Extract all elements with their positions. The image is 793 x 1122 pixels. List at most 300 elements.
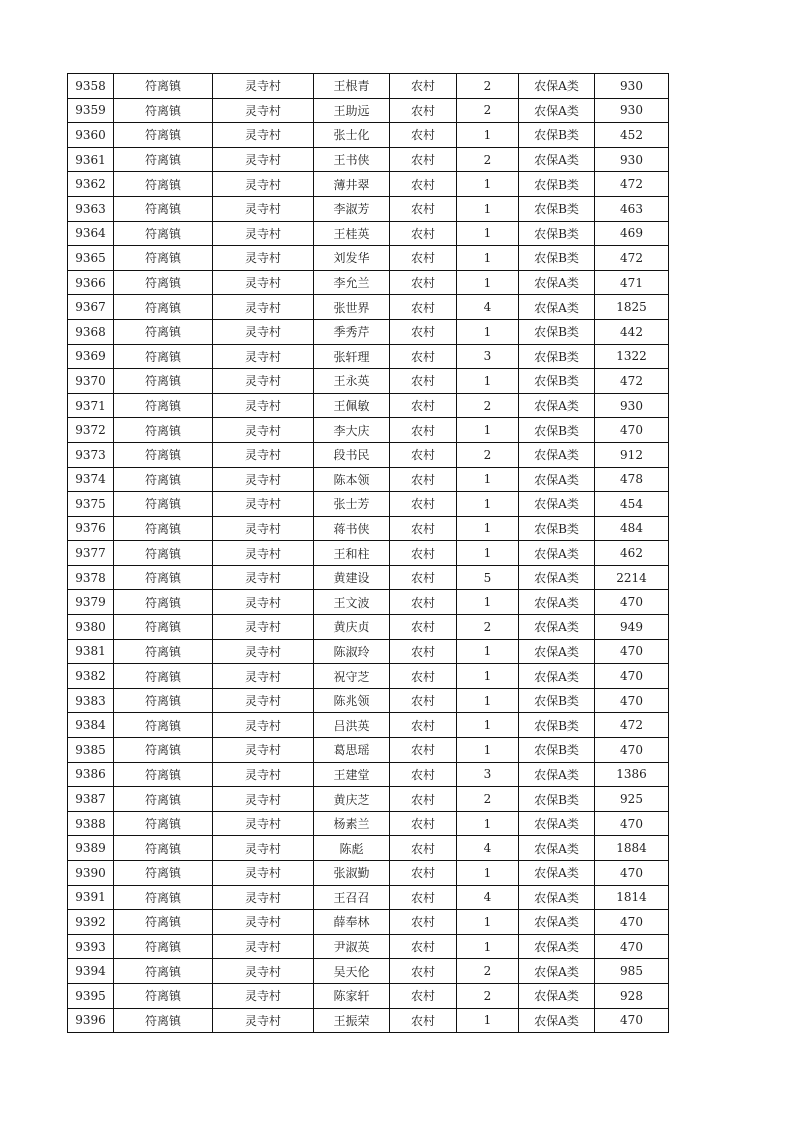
household-type-cell: 农村 bbox=[390, 983, 457, 1008]
member-count-cell: 1 bbox=[457, 664, 519, 689]
member-count-cell: 1 bbox=[457, 688, 519, 713]
town-cell: 符离镇 bbox=[114, 910, 213, 935]
household-type-cell: 农村 bbox=[390, 811, 457, 836]
amount-cell: 470 bbox=[595, 590, 669, 615]
name-cell: 王根青 bbox=[314, 74, 390, 99]
town-cell: 符离镇 bbox=[114, 393, 213, 418]
member-count-cell: 1 bbox=[457, 246, 519, 271]
household-type-cell: 农村 bbox=[390, 738, 457, 763]
table-row bbox=[68, 516, 669, 541]
name-cell: 王建堂 bbox=[314, 762, 390, 787]
village-cell: 灵寺村 bbox=[213, 615, 314, 640]
member-count-cell: 4 bbox=[457, 836, 519, 861]
town-cell: 符离镇 bbox=[114, 541, 213, 566]
row-number-cell: 9394 bbox=[68, 959, 114, 984]
row-number-cell: 9377 bbox=[68, 541, 114, 566]
household-type-cell: 农村 bbox=[390, 74, 457, 99]
name-cell: 葛思瑶 bbox=[314, 738, 390, 763]
amount-cell: 1884 bbox=[595, 836, 669, 861]
row-number-cell: 9360 bbox=[68, 123, 114, 148]
name-cell: 陈彪 bbox=[314, 836, 390, 861]
amount-cell: 928 bbox=[595, 983, 669, 1008]
table-row bbox=[68, 147, 669, 172]
member-count-cell: 1 bbox=[457, 369, 519, 394]
insurance-category-cell: 农保A类 bbox=[519, 98, 595, 123]
table-row bbox=[68, 541, 669, 566]
amount-cell: 470 bbox=[595, 738, 669, 763]
insurance-category-cell: 农保A类 bbox=[519, 639, 595, 664]
row-number-cell: 9375 bbox=[68, 492, 114, 517]
amount-cell: 1825 bbox=[595, 295, 669, 320]
household-type-cell: 农村 bbox=[390, 467, 457, 492]
member-count-cell: 5 bbox=[457, 565, 519, 590]
household-type-cell: 农村 bbox=[390, 516, 457, 541]
name-cell: 吕洪英 bbox=[314, 713, 390, 738]
table-row bbox=[68, 418, 669, 443]
table-row bbox=[68, 910, 669, 935]
row-number-cell: 9381 bbox=[68, 639, 114, 664]
row-number-cell: 9358 bbox=[68, 74, 114, 99]
name-cell: 张轩理 bbox=[314, 344, 390, 369]
row-number-cell: 9372 bbox=[68, 418, 114, 443]
village-cell: 灵寺村 bbox=[213, 74, 314, 99]
village-cell: 灵寺村 bbox=[213, 590, 314, 615]
town-cell: 符离镇 bbox=[114, 246, 213, 271]
amount-cell: 484 bbox=[595, 516, 669, 541]
insurance-category-cell: 农保B类 bbox=[519, 196, 595, 221]
row-number-cell: 9391 bbox=[68, 885, 114, 910]
name-cell: 薄井翠 bbox=[314, 172, 390, 197]
insurance-category-cell: 农保A类 bbox=[519, 615, 595, 640]
amount-cell: 463 bbox=[595, 196, 669, 221]
table-row bbox=[68, 319, 669, 344]
amount-cell: 949 bbox=[595, 615, 669, 640]
amount-cell: 930 bbox=[595, 147, 669, 172]
member-count-cell: 2 bbox=[457, 393, 519, 418]
town-cell: 符离镇 bbox=[114, 688, 213, 713]
table-row bbox=[68, 983, 669, 1008]
town-cell: 符离镇 bbox=[114, 1008, 213, 1033]
table-row bbox=[68, 713, 669, 738]
town-cell: 符离镇 bbox=[114, 639, 213, 664]
table-row bbox=[68, 565, 669, 590]
amount-cell: 470 bbox=[595, 861, 669, 886]
town-cell: 符离镇 bbox=[114, 196, 213, 221]
insurance-category-cell: 农保B类 bbox=[519, 713, 595, 738]
row-number-cell: 9365 bbox=[68, 246, 114, 271]
insurance-category-cell: 农保A类 bbox=[519, 910, 595, 935]
table-row bbox=[68, 344, 669, 369]
table-row bbox=[68, 762, 669, 787]
member-count-cell: 1 bbox=[457, 541, 519, 566]
household-type-cell: 农村 bbox=[390, 172, 457, 197]
amount-cell: 470 bbox=[595, 934, 669, 959]
amount-cell: 912 bbox=[595, 442, 669, 467]
row-number-cell: 9371 bbox=[68, 393, 114, 418]
table-row bbox=[68, 172, 669, 197]
village-cell: 灵寺村 bbox=[213, 344, 314, 369]
household-type-cell: 农村 bbox=[390, 295, 457, 320]
insurance-category-cell: 农保A类 bbox=[519, 885, 595, 910]
amount-cell: 472 bbox=[595, 713, 669, 738]
row-number-cell: 9382 bbox=[68, 664, 114, 689]
insurance-category-cell: 农保A类 bbox=[519, 147, 595, 172]
town-cell: 符离镇 bbox=[114, 295, 213, 320]
table-row bbox=[68, 123, 669, 148]
name-cell: 陈家轩 bbox=[314, 983, 390, 1008]
name-cell: 王佩敏 bbox=[314, 393, 390, 418]
name-cell: 张淑勤 bbox=[314, 861, 390, 886]
amount-cell: 478 bbox=[595, 467, 669, 492]
insurance-category-cell: 农保A类 bbox=[519, 270, 595, 295]
amount-cell: 1386 bbox=[595, 762, 669, 787]
town-cell: 符离镇 bbox=[114, 590, 213, 615]
village-cell: 灵寺村 bbox=[213, 787, 314, 812]
village-cell: 灵寺村 bbox=[213, 467, 314, 492]
table-row bbox=[68, 270, 669, 295]
village-cell: 灵寺村 bbox=[213, 123, 314, 148]
member-count-cell: 1 bbox=[457, 172, 519, 197]
row-number-cell: 9386 bbox=[68, 762, 114, 787]
village-cell: 灵寺村 bbox=[213, 738, 314, 763]
row-number-cell: 9359 bbox=[68, 98, 114, 123]
village-cell: 灵寺村 bbox=[213, 270, 314, 295]
village-cell: 灵寺村 bbox=[213, 565, 314, 590]
member-count-cell: 1 bbox=[457, 639, 519, 664]
table-row bbox=[68, 442, 669, 467]
table-body bbox=[68, 74, 669, 1033]
member-count-cell: 2 bbox=[457, 74, 519, 99]
table-row bbox=[68, 934, 669, 959]
household-type-cell: 农村 bbox=[390, 565, 457, 590]
table-row bbox=[68, 959, 669, 984]
table-row bbox=[68, 738, 669, 763]
village-cell: 灵寺村 bbox=[213, 369, 314, 394]
table-row bbox=[68, 885, 669, 910]
insurance-category-cell: 农保A类 bbox=[519, 393, 595, 418]
village-cell: 灵寺村 bbox=[213, 442, 314, 467]
village-cell: 灵寺村 bbox=[213, 246, 314, 271]
village-cell: 灵寺村 bbox=[213, 934, 314, 959]
name-cell: 黄建设 bbox=[314, 565, 390, 590]
village-cell: 灵寺村 bbox=[213, 983, 314, 1008]
name-cell: 王振荣 bbox=[314, 1008, 390, 1033]
member-count-cell: 2 bbox=[457, 147, 519, 172]
village-cell: 灵寺村 bbox=[213, 221, 314, 246]
village-cell: 灵寺村 bbox=[213, 688, 314, 713]
town-cell: 符离镇 bbox=[114, 147, 213, 172]
row-number-cell: 9392 bbox=[68, 910, 114, 935]
village-cell: 灵寺村 bbox=[213, 98, 314, 123]
row-number-cell: 9393 bbox=[68, 934, 114, 959]
records-table bbox=[67, 73, 669, 1033]
name-cell: 陈淑玲 bbox=[314, 639, 390, 664]
town-cell: 符离镇 bbox=[114, 885, 213, 910]
household-type-cell: 农村 bbox=[390, 688, 457, 713]
row-number-cell: 9364 bbox=[68, 221, 114, 246]
insurance-category-cell: 农保B类 bbox=[519, 344, 595, 369]
amount-cell: 470 bbox=[595, 639, 669, 664]
member-count-cell: 1 bbox=[457, 319, 519, 344]
name-cell: 张士化 bbox=[314, 123, 390, 148]
insurance-category-cell: 农保A类 bbox=[519, 983, 595, 1008]
amount-cell: 470 bbox=[595, 811, 669, 836]
household-type-cell: 农村 bbox=[390, 590, 457, 615]
amount-cell: 470 bbox=[595, 688, 669, 713]
household-type-cell: 农村 bbox=[390, 270, 457, 295]
table-row bbox=[68, 246, 669, 271]
household-type-cell: 农村 bbox=[390, 442, 457, 467]
row-number-cell: 9390 bbox=[68, 861, 114, 886]
row-number-cell: 9395 bbox=[68, 983, 114, 1008]
insurance-category-cell: 农保A类 bbox=[519, 467, 595, 492]
row-number-cell: 9383 bbox=[68, 688, 114, 713]
insurance-category-cell: 农保A类 bbox=[519, 565, 595, 590]
insurance-category-cell: 农保A类 bbox=[519, 492, 595, 517]
member-count-cell: 1 bbox=[457, 196, 519, 221]
village-cell: 灵寺村 bbox=[213, 885, 314, 910]
amount-cell: 1322 bbox=[595, 344, 669, 369]
name-cell: 王桂英 bbox=[314, 221, 390, 246]
town-cell: 符离镇 bbox=[114, 565, 213, 590]
insurance-category-cell: 农保B类 bbox=[519, 123, 595, 148]
village-cell: 灵寺村 bbox=[213, 393, 314, 418]
table-row bbox=[68, 221, 669, 246]
member-count-cell: 2 bbox=[457, 442, 519, 467]
village-cell: 灵寺村 bbox=[213, 172, 314, 197]
amount-cell: 925 bbox=[595, 787, 669, 812]
name-cell: 吴天伦 bbox=[314, 959, 390, 984]
village-cell: 灵寺村 bbox=[213, 541, 314, 566]
town-cell: 符离镇 bbox=[114, 98, 213, 123]
member-count-cell: 2 bbox=[457, 787, 519, 812]
amount-cell: 470 bbox=[595, 910, 669, 935]
name-cell: 杨素兰 bbox=[314, 811, 390, 836]
name-cell: 王书侠 bbox=[314, 147, 390, 172]
member-count-cell: 1 bbox=[457, 1008, 519, 1033]
table-row bbox=[68, 811, 669, 836]
household-type-cell: 农村 bbox=[390, 885, 457, 910]
amount-cell: 470 bbox=[595, 1008, 669, 1033]
amount-cell: 930 bbox=[595, 74, 669, 99]
town-cell: 符离镇 bbox=[114, 983, 213, 1008]
table-row bbox=[68, 467, 669, 492]
insurance-category-cell: 农保B类 bbox=[519, 172, 595, 197]
town-cell: 符离镇 bbox=[114, 664, 213, 689]
town-cell: 符离镇 bbox=[114, 123, 213, 148]
village-cell: 灵寺村 bbox=[213, 319, 314, 344]
name-cell: 王文波 bbox=[314, 590, 390, 615]
town-cell: 符离镇 bbox=[114, 270, 213, 295]
village-cell: 灵寺村 bbox=[213, 811, 314, 836]
row-number-cell: 9362 bbox=[68, 172, 114, 197]
insurance-category-cell: 农保B类 bbox=[519, 221, 595, 246]
household-type-cell: 农村 bbox=[390, 541, 457, 566]
row-number-cell: 9366 bbox=[68, 270, 114, 295]
town-cell: 符离镇 bbox=[114, 738, 213, 763]
member-count-cell: 2 bbox=[457, 615, 519, 640]
name-cell: 张士芳 bbox=[314, 492, 390, 517]
member-count-cell: 1 bbox=[457, 910, 519, 935]
table-row bbox=[68, 74, 669, 99]
village-cell: 灵寺村 bbox=[213, 147, 314, 172]
member-count-cell: 1 bbox=[457, 713, 519, 738]
village-cell: 灵寺村 bbox=[213, 196, 314, 221]
table-row bbox=[68, 615, 669, 640]
village-cell: 灵寺村 bbox=[213, 492, 314, 517]
town-cell: 符离镇 bbox=[114, 811, 213, 836]
household-type-cell: 农村 bbox=[390, 934, 457, 959]
village-cell: 灵寺村 bbox=[213, 664, 314, 689]
name-cell: 季秀芹 bbox=[314, 319, 390, 344]
row-number-cell: 9374 bbox=[68, 467, 114, 492]
village-cell: 灵寺村 bbox=[213, 1008, 314, 1033]
name-cell: 祝守芝 bbox=[314, 664, 390, 689]
member-count-cell: 1 bbox=[457, 492, 519, 517]
name-cell: 蒋书侠 bbox=[314, 516, 390, 541]
town-cell: 符离镇 bbox=[114, 934, 213, 959]
member-count-cell: 1 bbox=[457, 467, 519, 492]
table-row bbox=[68, 393, 669, 418]
name-cell: 王永英 bbox=[314, 369, 390, 394]
member-count-cell: 2 bbox=[457, 98, 519, 123]
amount-cell: 472 bbox=[595, 172, 669, 197]
table-row bbox=[68, 492, 669, 517]
table-row bbox=[68, 836, 669, 861]
amount-cell: 472 bbox=[595, 246, 669, 271]
member-count-cell: 1 bbox=[457, 270, 519, 295]
name-cell: 李允兰 bbox=[314, 270, 390, 295]
amount-cell: 472 bbox=[595, 369, 669, 394]
insurance-category-cell: 农保B类 bbox=[519, 738, 595, 763]
row-number-cell: 9380 bbox=[68, 615, 114, 640]
town-cell: 符离镇 bbox=[114, 418, 213, 443]
insurance-category-cell: 农保B类 bbox=[519, 787, 595, 812]
insurance-category-cell: 农保B类 bbox=[519, 418, 595, 443]
town-cell: 符离镇 bbox=[114, 492, 213, 517]
amount-cell: 442 bbox=[595, 319, 669, 344]
insurance-category-cell: 农保A类 bbox=[519, 811, 595, 836]
town-cell: 符离镇 bbox=[114, 861, 213, 886]
insurance-category-cell: 农保A类 bbox=[519, 836, 595, 861]
town-cell: 符离镇 bbox=[114, 369, 213, 394]
name-cell: 李淑芳 bbox=[314, 196, 390, 221]
household-type-cell: 农村 bbox=[390, 344, 457, 369]
row-number-cell: 9369 bbox=[68, 344, 114, 369]
amount-cell: 452 bbox=[595, 123, 669, 148]
table-row bbox=[68, 664, 669, 689]
name-cell: 陈本领 bbox=[314, 467, 390, 492]
name-cell: 李大庆 bbox=[314, 418, 390, 443]
village-cell: 灵寺村 bbox=[213, 639, 314, 664]
insurance-category-cell: 农保A类 bbox=[519, 664, 595, 689]
household-type-cell: 农村 bbox=[390, 123, 457, 148]
household-type-cell: 农村 bbox=[390, 196, 457, 221]
member-count-cell: 1 bbox=[457, 738, 519, 763]
name-cell: 王召召 bbox=[314, 885, 390, 910]
town-cell: 符离镇 bbox=[114, 762, 213, 787]
member-count-cell: 1 bbox=[457, 861, 519, 886]
village-cell: 灵寺村 bbox=[213, 516, 314, 541]
name-cell: 黄庆芝 bbox=[314, 787, 390, 812]
name-cell: 刘发华 bbox=[314, 246, 390, 271]
village-cell: 灵寺村 bbox=[213, 959, 314, 984]
name-cell: 王助远 bbox=[314, 98, 390, 123]
amount-cell: 985 bbox=[595, 959, 669, 984]
amount-cell: 469 bbox=[595, 221, 669, 246]
village-cell: 灵寺村 bbox=[213, 836, 314, 861]
table-row bbox=[68, 196, 669, 221]
table-row bbox=[68, 1008, 669, 1033]
household-type-cell: 农村 bbox=[390, 369, 457, 394]
row-number-cell: 9367 bbox=[68, 295, 114, 320]
household-type-cell: 农村 bbox=[390, 910, 457, 935]
town-cell: 符离镇 bbox=[114, 221, 213, 246]
town-cell: 符离镇 bbox=[114, 836, 213, 861]
table-row bbox=[68, 98, 669, 123]
amount-cell: 2214 bbox=[595, 565, 669, 590]
row-number-cell: 9378 bbox=[68, 565, 114, 590]
insurance-category-cell: 农保A类 bbox=[519, 861, 595, 886]
name-cell: 尹淑英 bbox=[314, 934, 390, 959]
household-type-cell: 农村 bbox=[390, 147, 457, 172]
table-row bbox=[68, 590, 669, 615]
row-number-cell: 9389 bbox=[68, 836, 114, 861]
household-type-cell: 农村 bbox=[390, 836, 457, 861]
member-count-cell: 2 bbox=[457, 959, 519, 984]
household-type-cell: 农村 bbox=[390, 393, 457, 418]
household-type-cell: 农村 bbox=[390, 639, 457, 664]
row-number-cell: 9385 bbox=[68, 738, 114, 763]
household-type-cell: 农村 bbox=[390, 319, 457, 344]
insurance-category-cell: 农保A类 bbox=[519, 959, 595, 984]
household-type-cell: 农村 bbox=[390, 1008, 457, 1033]
village-cell: 灵寺村 bbox=[213, 418, 314, 443]
name-cell: 段书民 bbox=[314, 442, 390, 467]
town-cell: 符离镇 bbox=[114, 959, 213, 984]
insurance-category-cell: 农保B类 bbox=[519, 688, 595, 713]
amount-cell: 454 bbox=[595, 492, 669, 517]
row-number-cell: 9368 bbox=[68, 319, 114, 344]
table-row bbox=[68, 688, 669, 713]
household-type-cell: 农村 bbox=[390, 959, 457, 984]
insurance-category-cell: 农保B类 bbox=[519, 319, 595, 344]
row-number-cell: 9396 bbox=[68, 1008, 114, 1033]
amount-cell: 471 bbox=[595, 270, 669, 295]
member-count-cell: 1 bbox=[457, 123, 519, 148]
town-cell: 符离镇 bbox=[114, 344, 213, 369]
household-type-cell: 农村 bbox=[390, 418, 457, 443]
town-cell: 符离镇 bbox=[114, 74, 213, 99]
row-number-cell: 9388 bbox=[68, 811, 114, 836]
amount-cell: 930 bbox=[595, 393, 669, 418]
household-type-cell: 农村 bbox=[390, 713, 457, 738]
household-type-cell: 农村 bbox=[390, 762, 457, 787]
village-cell: 灵寺村 bbox=[213, 713, 314, 738]
insurance-category-cell: 农保A类 bbox=[519, 1008, 595, 1033]
household-type-cell: 农村 bbox=[390, 246, 457, 271]
member-count-cell: 3 bbox=[457, 344, 519, 369]
village-cell: 灵寺村 bbox=[213, 861, 314, 886]
member-count-cell: 1 bbox=[457, 516, 519, 541]
town-cell: 符离镇 bbox=[114, 787, 213, 812]
household-type-cell: 农村 bbox=[390, 615, 457, 640]
table-row bbox=[68, 787, 669, 812]
amount-cell: 470 bbox=[595, 418, 669, 443]
member-count-cell: 1 bbox=[457, 418, 519, 443]
member-count-cell: 1 bbox=[457, 590, 519, 615]
insurance-category-cell: 农保A类 bbox=[519, 442, 595, 467]
